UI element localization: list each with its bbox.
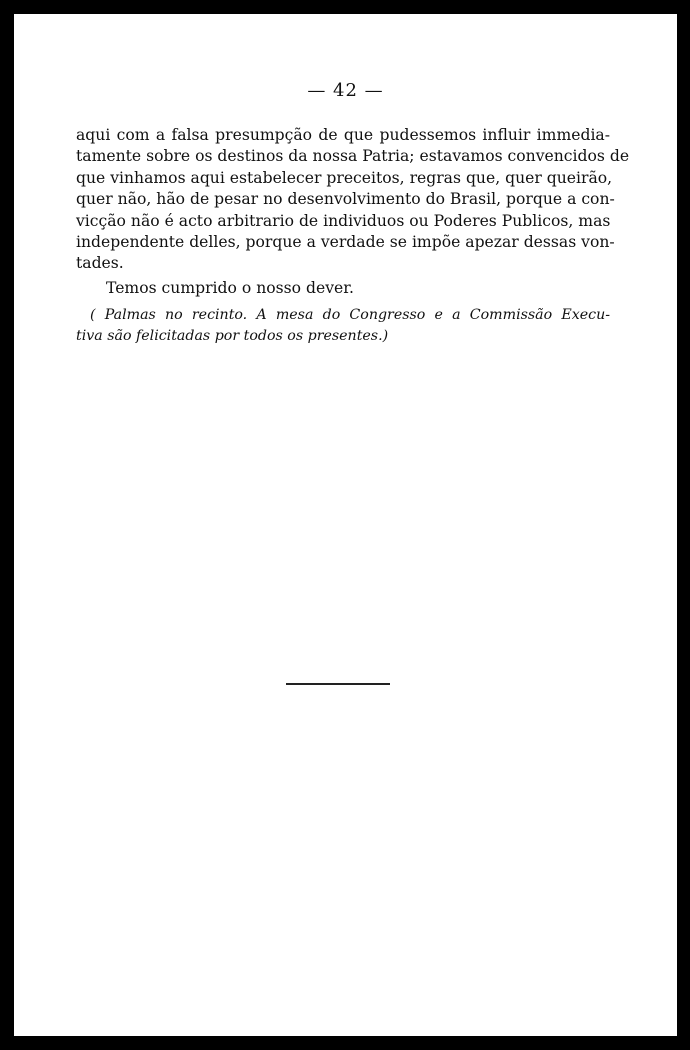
text-line: quer não, hão de pesar no desenvolvimento do Brasil, porque a con- [76, 190, 615, 209]
text-line: Temos cumprido o nosso dever. [106, 278, 354, 297]
section-end-rule [286, 683, 390, 685]
paragraph-speech-closing [76, 125, 630, 275]
text-line: tamente sobre os destinos da nossa Patria; estavamos convencidos de [76, 147, 630, 166]
text-line: que vinhamos aqui estabelecer preceitos, regras que, quer queirão, [76, 168, 613, 187]
body-text [76, 125, 630, 347]
text-line: aqui com a falsa presumpção de que pudessemos influir immedia- [76, 126, 610, 144]
stage-direction [76, 305, 610, 347]
stage-direction-line: tiva são felicitadas por todos os presentes.) [76, 328, 389, 345]
document-page [14, 14, 677, 1036]
paragraph-final-statement [76, 278, 610, 299]
page-number: — 42 — [307, 80, 384, 101]
text-line: tades. [76, 254, 124, 273]
text-line: independente delles, porque a verdade se impõe apezar dessas von- [76, 233, 615, 252]
stage-direction-line: ( Palmas no recinto. A mesa do Congresso e a Commissão Execu- [90, 307, 610, 324]
text-line: vicção não é acto arbitrario de individuos ou Poderes Publicos, mas [76, 211, 611, 230]
